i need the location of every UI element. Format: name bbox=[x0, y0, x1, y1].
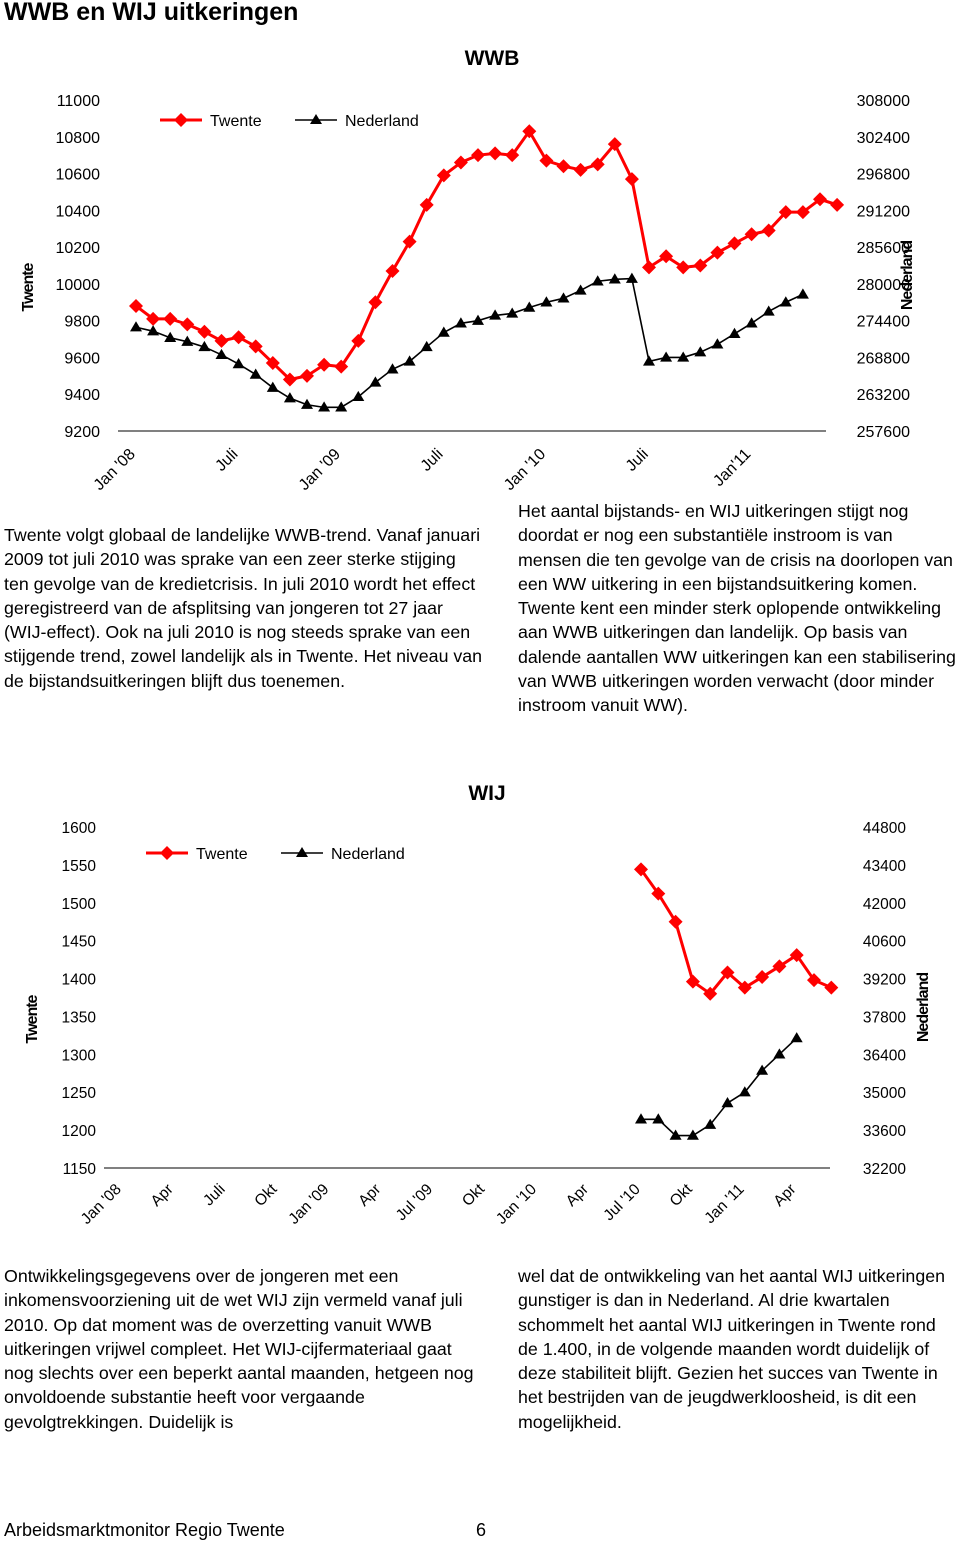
legend-label-nederland: Nederland bbox=[345, 113, 419, 130]
data-point-nederland bbox=[780, 296, 792, 306]
series-line-twente bbox=[136, 131, 837, 379]
data-point-nederland bbox=[575, 284, 587, 294]
data-point-nederland bbox=[250, 369, 262, 379]
data-point-nederland bbox=[729, 328, 741, 338]
data-point-twente bbox=[745, 227, 759, 241]
y2-tick-label: 40600 bbox=[862, 933, 906, 951]
data-point-twente bbox=[669, 915, 683, 929]
y2-tick-label: 296800 bbox=[856, 166, 910, 184]
x-tick-label: Juli bbox=[622, 445, 652, 475]
y2-tick-label: 33600 bbox=[862, 1123, 906, 1141]
data-point-twente bbox=[403, 235, 417, 249]
data-point-twente bbox=[180, 317, 194, 331]
y-tick-label: 1500 bbox=[61, 895, 96, 913]
series-line-nederland bbox=[136, 279, 803, 408]
y2-tick-label: 280000 bbox=[856, 276, 910, 294]
y2-tick-label: 263200 bbox=[856, 387, 910, 405]
x-tick-label: Juli bbox=[212, 445, 242, 475]
x-tick-label: Okt bbox=[251, 1180, 281, 1210]
y2-tick-label: 44800 bbox=[862, 820, 906, 837]
data-point-nederland bbox=[694, 346, 706, 356]
wij-chart-svg bbox=[0, 770, 960, 1250]
legend-marker-twente bbox=[160, 846, 174, 860]
wij-chart bbox=[0, 770, 960, 1250]
data-point-nederland bbox=[746, 317, 758, 327]
data-point-twente bbox=[368, 295, 382, 309]
y-tick-label: 10800 bbox=[55, 129, 100, 147]
data-point-nederland bbox=[652, 1113, 664, 1123]
wij-text-left bbox=[4, 1264, 484, 1434]
wij-paragraph-right: wel dat de ontwikkeling van het aantal WIJ uitkeringen gunstiger is dan in Nederland. Al drie kwartalen schommelt het aantal WIJ uitkeringen in Twente rond de 1.400, in de volgende maanden wordt duidelijk of deze stabiliteit blijft. Gezien het succes van Twente in het bestrijden van de jeugdwerkloosheid, is dit een mogelijkheid. bbox=[518, 1266, 945, 1432]
wwb-paragraph-left: Twente volgt globaal de landelijke WWB-trend. Vanaf januari 2009 tot juli 2010 was sprake van een zeer sterke stijging ten gevolge van de kredietcrisis. In juli 2010 wordt het effect geregistreerd van de afsplitsing van jongeren tot 27 jaar (WIJ-effect). Ook na juli 2010 is nog steeds sprake van een stijgende trend, zowel landelijk als in Twente. Het niveau van de bijstandsuitkeringen blijft dus toenemen. bbox=[4, 525, 483, 691]
data-point-nederland bbox=[711, 338, 723, 348]
data-point-nederland bbox=[558, 292, 570, 302]
data-point-nederland bbox=[233, 358, 245, 368]
data-point-twente bbox=[386, 264, 400, 278]
series-line-twente bbox=[641, 869, 831, 993]
y2-tick-label: 37800 bbox=[862, 1009, 906, 1027]
data-point-twente bbox=[625, 172, 639, 186]
legend-marker-twente bbox=[174, 113, 188, 127]
page-title: WWB en WIJ uitkeringen bbox=[4, 0, 299, 26]
data-point-nederland bbox=[797, 288, 809, 298]
data-point-twente bbox=[163, 312, 177, 326]
x-tick-label: Jan '08 bbox=[77, 1180, 125, 1228]
y-tick-label: 1600 bbox=[61, 820, 96, 837]
legend-label-nederland: Nederland bbox=[331, 846, 405, 863]
y-tick-label: 11000 bbox=[56, 93, 100, 110]
y2-axis-label: Nederland bbox=[915, 972, 932, 1043]
x-tick-label: Jan '10 bbox=[493, 1180, 541, 1228]
y2-tick-label: 302400 bbox=[856, 129, 910, 147]
x-tick-label: Jul '10 bbox=[600, 1180, 644, 1225]
data-point-nederland bbox=[635, 1113, 647, 1123]
data-point-twente bbox=[755, 970, 769, 984]
wwb-text-right bbox=[518, 499, 960, 718]
data-point-nederland bbox=[267, 382, 279, 392]
y-tick-label: 1350 bbox=[61, 1009, 96, 1027]
y-tick-label: 10400 bbox=[55, 203, 100, 221]
data-point-twente bbox=[830, 198, 844, 212]
data-point-twente bbox=[420, 198, 434, 212]
wwb-chart-title: WWB bbox=[464, 47, 520, 70]
x-tick-label: Jan '09 bbox=[285, 1180, 333, 1228]
y-tick-label: 10600 bbox=[55, 166, 100, 184]
x-tick-label: Apr bbox=[562, 1180, 592, 1210]
data-point-twente bbox=[232, 330, 246, 344]
data-point-nederland bbox=[763, 305, 775, 315]
data-point-twente bbox=[728, 236, 742, 250]
data-point-nederland bbox=[660, 351, 672, 361]
y-tick-label: 9200 bbox=[64, 424, 100, 441]
y-tick-label: 9400 bbox=[64, 387, 100, 405]
y2-tick-label: 268800 bbox=[856, 350, 910, 368]
x-tick-label: Juli bbox=[200, 1180, 229, 1210]
y2-tick-label: 42000 bbox=[862, 895, 906, 913]
wwb-chart bbox=[0, 30, 960, 500]
y-tick-label: 1250 bbox=[61, 1085, 96, 1103]
y2-tick-label: 32200 bbox=[862, 1161, 906, 1178]
y-tick-label: 10000 bbox=[55, 276, 100, 294]
page-number: 6 bbox=[476, 1520, 487, 1540]
y-axis-label: Twente bbox=[20, 263, 37, 312]
y2-tick-label: 285600 bbox=[856, 240, 910, 258]
y2-tick-label: 43400 bbox=[862, 857, 906, 875]
x-tick-label: Apr bbox=[770, 1180, 800, 1210]
wij-chart-title: WIJ bbox=[468, 782, 506, 805]
y-tick-label: 1200 bbox=[61, 1123, 96, 1141]
x-tick-label: Apr bbox=[355, 1180, 385, 1210]
y2-tick-label: 35000 bbox=[862, 1085, 906, 1103]
y2-tick-label: 36400 bbox=[862, 1047, 906, 1065]
y-axis-label: Twente bbox=[24, 995, 41, 1044]
wwb-paragraph-right: Het aantal bijstands- en WIJ uitkeringen stijgt nog doordat er nog een substantiële instroom is van mensen die ten gevolge van de crisis na doorlopen van een WW uitkering in een bijstandsuitkering komen. Twente kent een minder sterk oplopende ontwikkeling aan WWB uitkeringen dan landelijk. Op basis van dalende aantallen WW uitkeringen kan een stabilisering van WWB uitkeringen worden verwacht (door minder instroom vanuit WW). bbox=[518, 501, 956, 716]
y-tick-label: 1450 bbox=[61, 933, 96, 951]
wwb-chart-svg bbox=[0, 30, 960, 500]
data-point-twente bbox=[574, 163, 588, 177]
series-line-nederland bbox=[641, 1038, 797, 1135]
legend-label-twente: Twente bbox=[196, 846, 248, 863]
data-point-twente bbox=[197, 325, 211, 339]
wwb-text-left bbox=[4, 523, 484, 693]
data-point-nederland bbox=[626, 273, 638, 283]
data-point-nederland bbox=[387, 363, 399, 373]
y-tick-label: 10200 bbox=[55, 240, 100, 258]
x-tick-label: Jan '10 bbox=[501, 445, 550, 494]
data-point-nederland bbox=[216, 349, 228, 359]
data-point-nederland bbox=[722, 1097, 734, 1107]
x-tick-label: Apr bbox=[147, 1180, 177, 1210]
x-tick-label: Juli bbox=[417, 445, 447, 475]
y-tick-label: 1300 bbox=[61, 1047, 96, 1065]
y2-axis-label: Nederland bbox=[899, 240, 916, 311]
legend-marker-nederland bbox=[296, 847, 308, 857]
y2-tick-label: 39200 bbox=[862, 971, 906, 989]
x-tick-label: Jan '09 bbox=[295, 445, 345, 494]
data-point-twente bbox=[824, 981, 838, 995]
legend-label-twente: Twente bbox=[210, 113, 262, 130]
footer-label: Arbeidsmarktmonitor Regio Twente bbox=[4, 1520, 285, 1540]
wij-text-right bbox=[518, 1264, 958, 1434]
data-point-nederland bbox=[791, 1032, 803, 1042]
y-tick-label: 1150 bbox=[62, 1161, 96, 1178]
data-point-nederland bbox=[335, 401, 347, 411]
data-point-nederland bbox=[369, 376, 381, 386]
y-tick-label: 1400 bbox=[61, 971, 96, 989]
y-tick-label: 9600 bbox=[64, 350, 100, 368]
x-tick-label: Jan'11 bbox=[710, 445, 755, 490]
x-tick-label: Okt bbox=[666, 1180, 696, 1210]
data-point-nederland bbox=[687, 1130, 699, 1140]
wij-paragraph-left: Ontwikkelingsgegevens over de jongeren met een inkomensvoorziening uit de wet WIJ zijn vermeld vanaf juli 2010. Op dat moment was de overzetting vanuit WWB uitkeringen vrijwel compleet. Het WIJ-cijfermateriaal gaat nog slechts over een beperkt aantal maanden, hetgeen nog onvoldoende substantie heeft voor vergaande gevolgtrekkingen. Duidelijk is bbox=[4, 1266, 474, 1432]
x-tick-label: Jan '08 bbox=[90, 445, 139, 494]
y2-tick-label: 274400 bbox=[856, 313, 910, 331]
y-tick-label: 9800 bbox=[64, 313, 100, 331]
x-tick-label: Jan '11 bbox=[701, 1180, 748, 1228]
data-point-twente bbox=[215, 334, 229, 348]
y2-tick-label: 308000 bbox=[856, 93, 910, 110]
y2-tick-label: 291200 bbox=[856, 203, 910, 221]
data-point-nederland bbox=[130, 321, 142, 331]
x-tick-label: Jul '09 bbox=[392, 1180, 437, 1225]
data-point-nederland bbox=[284, 392, 296, 402]
legend-marker-nederland bbox=[310, 114, 322, 124]
data-point-twente bbox=[471, 148, 485, 162]
data-point-nederland bbox=[438, 326, 450, 336]
y2-tick-label: 257600 bbox=[856, 424, 910, 441]
x-tick-label: Okt bbox=[459, 1180, 489, 1210]
data-point-twente bbox=[539, 154, 553, 168]
y-tick-label: 1550 bbox=[61, 857, 96, 875]
data-point-twente bbox=[557, 159, 571, 173]
data-point-twente bbox=[488, 146, 502, 160]
